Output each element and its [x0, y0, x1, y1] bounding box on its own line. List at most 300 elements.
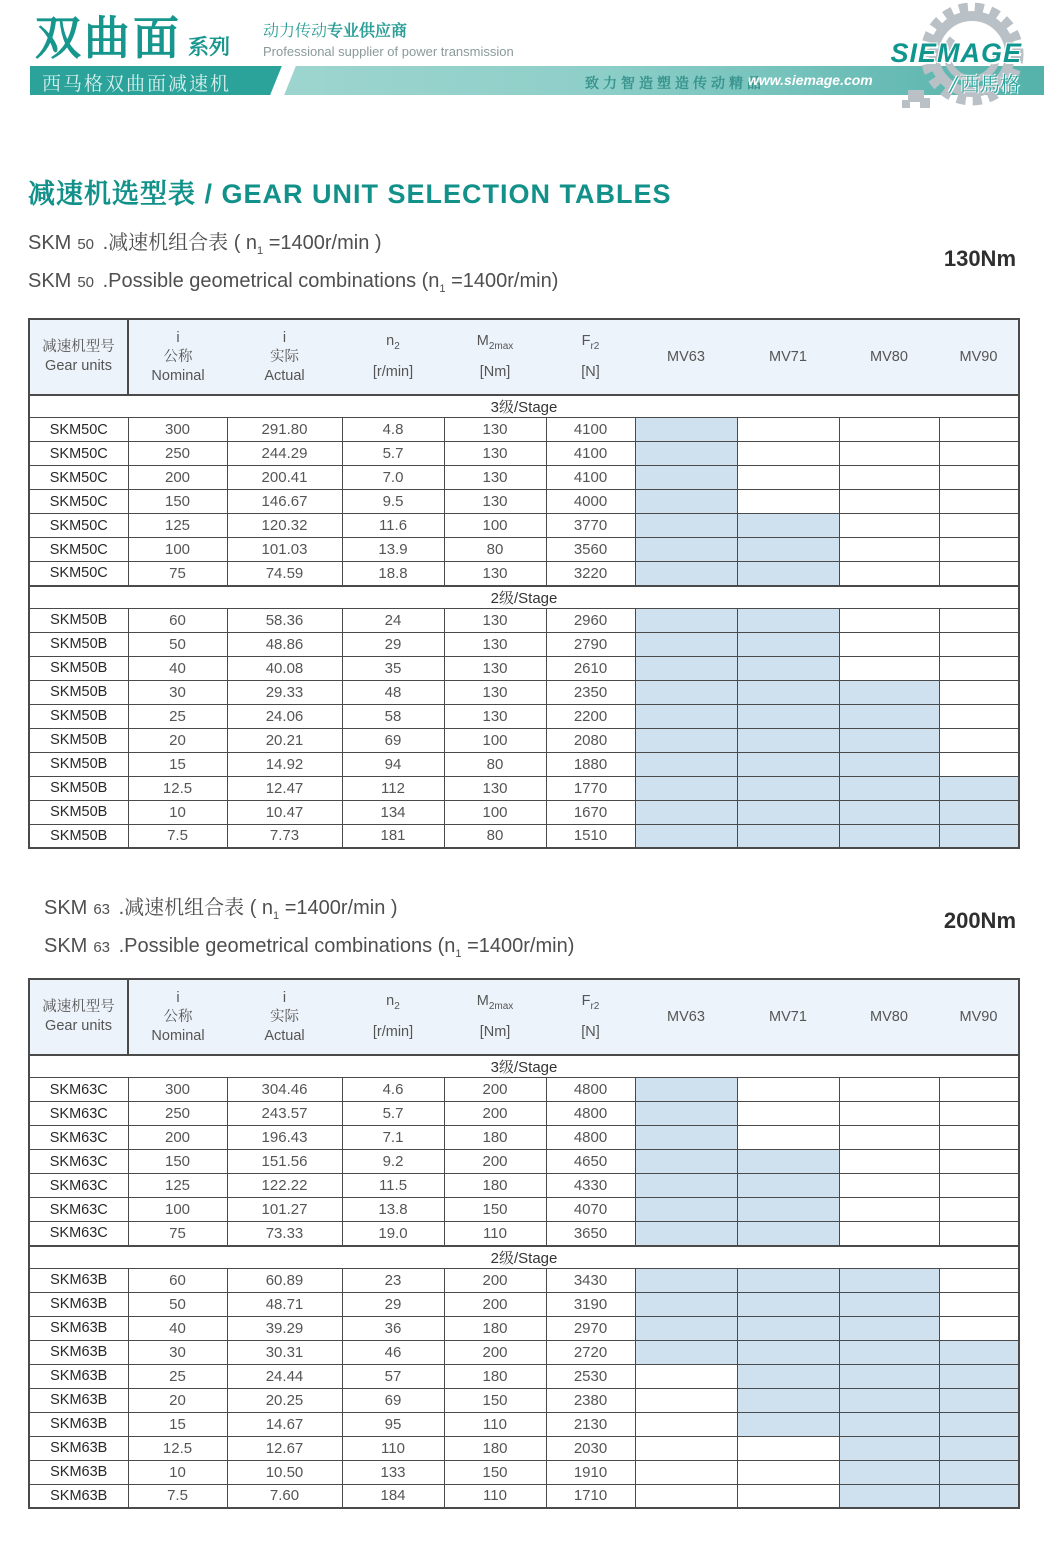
mv-cell-mv90	[939, 752, 1019, 776]
cell-n2: 134	[342, 800, 444, 824]
table-row	[29, 752, 1019, 776]
mv-cell-mv63	[635, 514, 737, 538]
table-row	[29, 1150, 1019, 1174]
cell-actual: 101.03	[227, 538, 342, 562]
cell-m2max: 100	[444, 800, 546, 824]
cell-n2: 112	[342, 776, 444, 800]
header-gap	[342, 355, 444, 363]
mv-cell-mv71	[737, 1340, 839, 1364]
cell-model: SKM63C	[29, 1126, 128, 1150]
cell-m2max: 180	[444, 1436, 546, 1460]
stage-row	[29, 395, 1019, 418]
table-body	[29, 395, 1019, 848]
col-header-subscript: r2	[590, 1000, 600, 1012]
mv-cell-mv71	[737, 1268, 839, 1292]
mv-cell-mv71	[737, 1198, 839, 1222]
section-skm63-heading	[44, 893, 574, 969]
col-header-mv80	[839, 319, 939, 395]
table-header	[29, 319, 1019, 395]
cell-fr2: 4070	[546, 1198, 635, 1222]
cell-actual: 200.41	[227, 466, 342, 490]
table-row	[29, 728, 1019, 752]
col-header-line: 实际	[270, 348, 299, 365]
cell-nominal: 75	[128, 1222, 227, 1246]
mv-cell-mv71	[737, 1292, 839, 1316]
cell-m2max: 200	[444, 1102, 546, 1126]
cell-nominal: 10	[128, 1460, 227, 1484]
mv-cell-mv90	[939, 1316, 1019, 1340]
table-row	[29, 1436, 1019, 1460]
cell-fr2: 2790	[546, 632, 635, 656]
mv-cell-mv80	[839, 562, 939, 586]
cell-n2: 13.9	[342, 538, 444, 562]
mv-cell-mv63	[635, 704, 737, 728]
col-header-fr2	[546, 979, 635, 1055]
col-header-line: MV80	[870, 1008, 908, 1025]
mv-cell-mv71	[737, 1102, 839, 1126]
table-row	[29, 1198, 1019, 1222]
cell-model: SKM50C	[29, 490, 128, 514]
supplier-tagline	[263, 22, 514, 62]
col-header-m2max	[444, 979, 546, 1055]
col-header-mv90	[939, 979, 1019, 1055]
cell-n2: 7.1	[342, 1126, 444, 1150]
mv-cell-mv71	[737, 1126, 839, 1150]
cell-nominal: 200	[128, 1126, 227, 1150]
cell-actual: 40.08	[227, 656, 342, 680]
cell-model: SKM63B	[29, 1316, 128, 1340]
mv-cell-mv71	[737, 752, 839, 776]
cell-model: SKM63B	[29, 1340, 128, 1364]
cell-nominal: 60	[128, 608, 227, 632]
section-skm63-title-cn: SKM 63 .减速机组合表 ( $n_1 =1400r/\min$ )	[44, 897, 398, 922]
mv-cell-mv63	[635, 1174, 737, 1198]
cell-m2max: 130	[444, 490, 546, 514]
cell-n2: 9.2	[342, 1150, 444, 1174]
mv-cell-mv63	[635, 680, 737, 704]
mv-cell-mv80	[839, 656, 939, 680]
cell-n2: 184	[342, 1484, 444, 1508]
mv-cell-mv90	[939, 656, 1019, 680]
cell-nominal: 150	[128, 1150, 227, 1174]
table-row	[29, 1340, 1019, 1364]
cell-model: SKM50C	[29, 562, 128, 586]
cell-n2: 4.8	[342, 418, 444, 442]
mv-cell-mv63	[635, 752, 737, 776]
cell-n2: 36	[342, 1316, 444, 1340]
cell-nominal: 25	[128, 1364, 227, 1388]
col-header-symbol: $F_{r2}$	[581, 332, 600, 352]
cell-actual: 12.47	[227, 776, 342, 800]
cell-nominal: 7.5	[128, 824, 227, 848]
cell-fr2: 2960	[546, 608, 635, 632]
cell-fr2: 3220	[546, 562, 635, 586]
mv-cell-mv80	[839, 1150, 939, 1174]
mv-cell-mv80	[839, 538, 939, 562]
logo-chinese-name: / 西馬格	[950, 72, 1020, 96]
cell-actual: 14.92	[227, 752, 342, 776]
col-header-line: 公称	[163, 348, 193, 365]
mv-cell-mv63	[635, 1198, 737, 1222]
col-header-n2	[342, 979, 444, 1055]
mv-cell-mv71	[737, 800, 839, 824]
cell-model: SKM50B	[29, 800, 128, 824]
cell-model: SKM63B	[29, 1484, 128, 1508]
cell-fr2: 1670	[546, 800, 635, 824]
cell-n2: 94	[342, 752, 444, 776]
cell-fr2: 1510	[546, 824, 635, 848]
mv-cell-mv71	[737, 1388, 839, 1412]
selection-table-skm50	[28, 318, 1020, 849]
cell-actual: 120.32	[227, 514, 342, 538]
col-header-i-nominal	[128, 979, 227, 1055]
mv-cell-mv71	[737, 704, 839, 728]
cell-model: SKM50B	[29, 728, 128, 752]
cell-actual: 48.71	[227, 1292, 342, 1316]
mv-cell-mv90	[939, 1412, 1019, 1436]
table-row	[29, 776, 1019, 800]
section-skm50-heading	[28, 228, 558, 304]
col-header-line: [N]	[581, 1024, 600, 1041]
cell-actual: 244.29	[227, 442, 342, 466]
col-header-line: Nominal	[151, 1027, 205, 1044]
cell-n2: 181	[342, 824, 444, 848]
cell-fr2: 4800	[546, 1102, 635, 1126]
col-header-symbol: $n_2$	[386, 332, 400, 352]
selection-table-skm63	[28, 978, 1020, 1509]
mv-cell-mv63	[635, 490, 737, 514]
table-row	[29, 1460, 1019, 1484]
cell-actual: 101.27	[227, 1198, 342, 1222]
cell-fr2: 3430	[546, 1268, 635, 1292]
mv-cell-mv90	[939, 1340, 1019, 1364]
mv-cell-mv63	[635, 1340, 737, 1364]
mv-cell-mv63	[635, 418, 737, 442]
cell-m2max: 200	[444, 1340, 546, 1364]
header-gap	[342, 1015, 444, 1023]
mv-cell-mv90	[939, 490, 1019, 514]
cell-m2max: 200	[444, 1150, 546, 1174]
section-skm63-title-en: SKM 63 .Possible geometrical combinations $(n_1 =1400r/\min)$	[44, 935, 575, 960]
table-row	[29, 538, 1019, 562]
cell-fr2: 4100	[546, 418, 635, 442]
mv-cell-mv63	[635, 1436, 737, 1460]
col-header-symbol: $M_{2max}$	[476, 332, 514, 352]
col-header-line: Nominal	[151, 367, 205, 384]
col-header-line: MV63	[667, 1008, 705, 1025]
col-header-line: 减速机型号	[42, 999, 115, 1015]
cell-m2max: 130	[444, 680, 546, 704]
table-row	[29, 490, 1019, 514]
cell-fr2: 2720	[546, 1340, 635, 1364]
mv-cell-mv90	[939, 1078, 1019, 1102]
mv-cell-mv71	[737, 776, 839, 800]
mv-cell-mv80	[839, 1222, 939, 1246]
col-header-mv63	[635, 979, 737, 1055]
mv-cell-mv80	[839, 1364, 939, 1388]
section-skm50-title-en: SKM 50 .Possible geometrical combinations $(n_1 =1400r/\min)$	[28, 270, 559, 295]
cell-nominal: 50	[128, 632, 227, 656]
cell-n2: 18.8	[342, 562, 444, 586]
cell-n2: 23	[342, 1268, 444, 1292]
cell-model: SKM63B	[29, 1388, 128, 1412]
cell-model: SKM50B	[29, 608, 128, 632]
cell-fr2: 2530	[546, 1364, 635, 1388]
table-row	[29, 1126, 1019, 1150]
cell-nominal: 300	[128, 418, 227, 442]
mv-cell-mv90	[939, 1150, 1019, 1174]
cell-nominal: 250	[128, 1102, 227, 1126]
cell-nominal: 15	[128, 1412, 227, 1436]
torque-rating-skm50: 130Nm	[943, 246, 1016, 271]
cell-fr2: 4800	[546, 1078, 635, 1102]
cell-fr2: 1710	[546, 1484, 635, 1508]
cell-actual: 151.56	[227, 1150, 342, 1174]
cell-model: SKM63B	[29, 1436, 128, 1460]
cell-m2max: 130	[444, 704, 546, 728]
cell-model: SKM63C	[29, 1174, 128, 1198]
col-header-subscript: r2	[590, 340, 600, 352]
cell-actual: 7.60	[227, 1484, 342, 1508]
cell-model: SKM63B	[29, 1412, 128, 1436]
cell-n2: 7.0	[342, 466, 444, 490]
cell-nominal: 10	[128, 800, 227, 824]
col-header-line: MV90	[959, 1008, 998, 1025]
mv-cell-mv71	[737, 1364, 839, 1388]
cell-nominal: 12.5	[128, 776, 227, 800]
cell-fr2: 3770	[546, 514, 635, 538]
mv-cell-mv90	[939, 1436, 1019, 1460]
table-header-row	[29, 979, 1019, 1055]
mv-cell-mv90	[939, 1364, 1019, 1388]
cell-nominal: 75	[128, 562, 227, 586]
col-header-subscript: 2	[394, 1000, 400, 1012]
cell-nominal: 125	[128, 514, 227, 538]
cell-m2max: 130	[444, 776, 546, 800]
col-header-m2max	[444, 319, 546, 395]
cell-n2: 4.6	[342, 1078, 444, 1102]
cell-model: SKM50B	[29, 680, 128, 704]
mv-cell-mv80	[839, 1174, 939, 1198]
mv-cell-mv80	[839, 490, 939, 514]
mv-cell-mv80	[839, 728, 939, 752]
mv-cell-mv71	[737, 1078, 839, 1102]
cell-nominal: 25	[128, 704, 227, 728]
table-row	[29, 1292, 1019, 1316]
mv-cell-mv90	[939, 680, 1019, 704]
table-row	[29, 1268, 1019, 1292]
cell-actual: 14.67	[227, 1412, 342, 1436]
cell-m2max: 130	[444, 418, 546, 442]
mv-cell-mv71	[737, 442, 839, 466]
mv-cell-mv71	[737, 562, 839, 586]
cell-actual: 73.33	[227, 1222, 342, 1246]
cell-fr2: 4800	[546, 1126, 635, 1150]
col-header-mv71	[737, 319, 839, 395]
mv-cell-mv71	[737, 680, 839, 704]
table-row	[29, 608, 1019, 632]
banner-product-name: 西马格双曲面减速机	[42, 74, 232, 95]
mv-cell-mv90	[939, 608, 1019, 632]
col-header-line: [Nm]	[479, 1024, 511, 1041]
cell-n2: 95	[342, 1412, 444, 1436]
cell-m2max: 150	[444, 1460, 546, 1484]
mv-cell-mv63	[635, 728, 737, 752]
cell-m2max: 180	[444, 1174, 546, 1198]
cell-nominal: 12.5	[128, 1436, 227, 1460]
cell-model: SKM63B	[29, 1292, 128, 1316]
cell-n2: 46	[342, 1340, 444, 1364]
col-header-i-nominal	[128, 319, 227, 395]
mv-cell-mv71	[737, 538, 839, 562]
logo-brush-tick: /	[950, 72, 957, 96]
cell-model: SKM50C	[29, 514, 128, 538]
cell-fr2: 2380	[546, 1388, 635, 1412]
cell-nominal: 200	[128, 466, 227, 490]
cell-nominal: 125	[128, 1174, 227, 1198]
cell-nominal: 40	[128, 1316, 227, 1340]
col-header-line: [r/min]	[372, 1024, 414, 1041]
col-header-mv80	[839, 979, 939, 1055]
cell-fr2: 3190	[546, 1292, 635, 1316]
cell-m2max: 150	[444, 1388, 546, 1412]
col-header-subscript: 2max	[488, 340, 514, 352]
col-header-i-actual	[227, 979, 342, 1055]
cell-model: SKM63C	[29, 1102, 128, 1126]
mv-cell-mv80	[839, 608, 939, 632]
col-header-mv90	[939, 319, 1019, 395]
col-header-line: i	[176, 329, 180, 346]
table-header	[29, 979, 1019, 1055]
mv-cell-mv71	[737, 728, 839, 752]
cell-model: SKM50B	[29, 824, 128, 848]
cell-nominal: 30	[128, 1340, 227, 1364]
stage-label: 2级/Stage	[29, 1246, 1019, 1269]
table-row	[29, 656, 1019, 680]
cell-model: SKM50B	[29, 776, 128, 800]
cell-m2max: 100	[444, 514, 546, 538]
table-row	[29, 680, 1019, 704]
cell-model: SKM50C	[29, 418, 128, 442]
mv-cell-mv80	[839, 514, 939, 538]
mv-cell-mv80	[839, 1268, 939, 1292]
cell-model: SKM50C	[29, 538, 128, 562]
cell-nominal: 150	[128, 490, 227, 514]
mv-cell-mv63	[635, 1412, 737, 1436]
cell-actual: 10.47	[227, 800, 342, 824]
col-header-line: [r/min]	[372, 364, 414, 381]
mv-cell-mv63	[635, 800, 737, 824]
mv-cell-mv80	[839, 752, 939, 776]
mv-cell-mv90	[939, 1198, 1019, 1222]
mv-cell-mv90	[939, 824, 1019, 848]
mv-cell-mv71	[737, 514, 839, 538]
table-header-row	[29, 319, 1019, 395]
cell-n2: 29	[342, 632, 444, 656]
mv-cell-mv90	[939, 1222, 1019, 1246]
mv-cell-mv80	[839, 632, 939, 656]
mv-cell-mv90	[939, 562, 1019, 586]
col-header-symbol: $n_2$	[386, 992, 400, 1012]
table-row	[29, 466, 1019, 490]
table-row	[29, 1412, 1019, 1436]
cell-m2max: 180	[444, 1364, 546, 1388]
mv-cell-mv71	[737, 1316, 839, 1340]
mv-cell-mv90	[939, 1388, 1019, 1412]
table-row	[29, 418, 1019, 442]
cell-nominal: 50	[128, 1292, 227, 1316]
table-row	[29, 1078, 1019, 1102]
table-row	[29, 514, 1019, 538]
cell-actual: 196.43	[227, 1126, 342, 1150]
col-header-mv71	[737, 979, 839, 1055]
mv-cell-mv90	[939, 728, 1019, 752]
cell-actual: 24.06	[227, 704, 342, 728]
mv-cell-mv80	[839, 1126, 939, 1150]
cell-n2: 19.0	[342, 1222, 444, 1246]
cell-actual: 20.25	[227, 1388, 342, 1412]
mv-cell-mv80	[839, 1388, 939, 1412]
table-row	[29, 1222, 1019, 1246]
header-gap	[444, 1015, 546, 1023]
mv-cell-mv63	[635, 1150, 737, 1174]
cell-n2: 110	[342, 1436, 444, 1460]
cell-nominal: 300	[128, 1078, 227, 1102]
mv-cell-mv80	[839, 1316, 939, 1340]
mv-cell-mv63	[635, 1388, 737, 1412]
logo-wordmark: SIEMAGE	[890, 38, 1022, 68]
header-gap	[444, 355, 546, 363]
cell-model: SKM63B	[29, 1364, 128, 1388]
stage-row	[29, 586, 1019, 609]
col-header-gear-units	[29, 979, 128, 1055]
mv-cell-mv90	[939, 514, 1019, 538]
cell-model: SKM63C	[29, 1078, 128, 1102]
mv-cell-mv90	[939, 1484, 1019, 1508]
cell-actual: 146.67	[227, 490, 342, 514]
cell-m2max: 130	[444, 466, 546, 490]
mv-cell-mv63	[635, 1078, 737, 1102]
cell-nominal: 40	[128, 656, 227, 680]
mv-cell-mv63	[635, 1222, 737, 1246]
mv-cell-mv63	[635, 1364, 737, 1388]
col-header-line: MV80	[870, 348, 908, 365]
website-link[interactable]: www.siemage.com	[748, 72, 873, 88]
cell-nominal: 15	[128, 752, 227, 776]
cell-n2: 24	[342, 608, 444, 632]
mv-cell-mv63	[635, 538, 737, 562]
mv-cell-mv71	[737, 1222, 839, 1246]
mv-cell-mv90	[939, 538, 1019, 562]
mv-cell-mv71	[737, 824, 839, 848]
cell-m2max: 200	[444, 1292, 546, 1316]
cell-n2: 5.7	[342, 1102, 444, 1126]
mv-cell-mv80	[839, 1102, 939, 1126]
table-row	[29, 1388, 1019, 1412]
cell-m2max: 180	[444, 1316, 546, 1340]
mv-cell-mv90	[939, 466, 1019, 490]
mv-cell-mv63	[635, 608, 737, 632]
mv-cell-mv71	[737, 466, 839, 490]
mv-cell-mv80	[839, 1484, 939, 1508]
cell-actual: 39.29	[227, 1316, 342, 1340]
col-header-line: 公称	[163, 1008, 193, 1025]
cell-n2: 29	[342, 1292, 444, 1316]
mv-cell-mv71	[737, 1484, 839, 1508]
cell-m2max: 150	[444, 1198, 546, 1222]
cell-fr2: 2080	[546, 728, 635, 752]
cell-fr2: 2610	[546, 656, 635, 680]
